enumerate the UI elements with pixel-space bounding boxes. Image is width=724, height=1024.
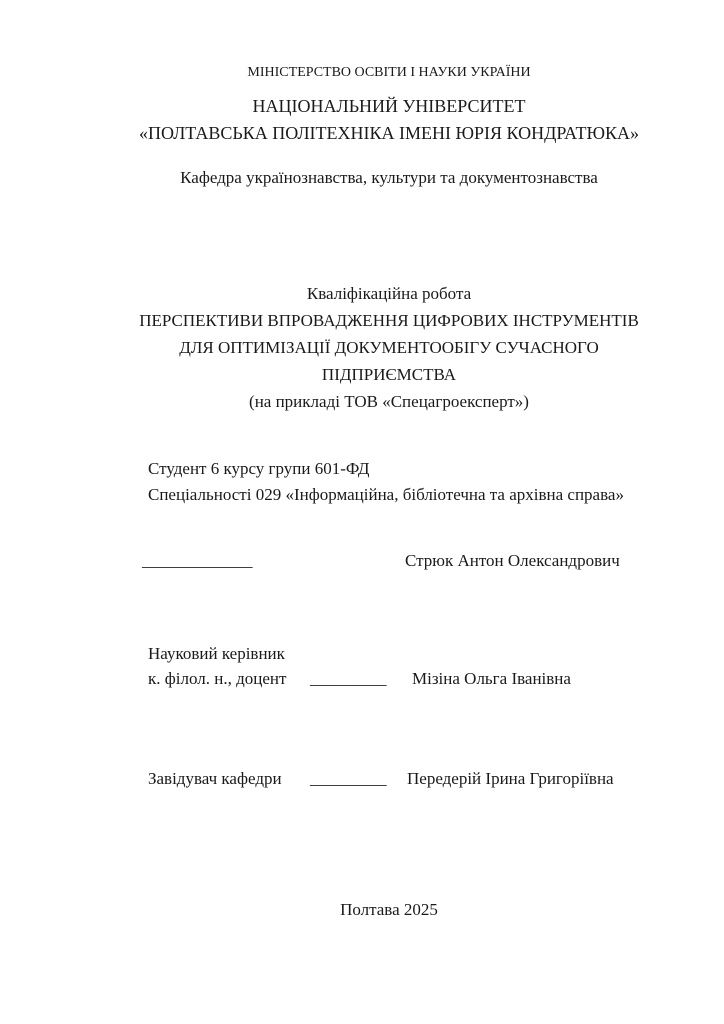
student-signature-row [0,551,724,575]
university-name-block [0,93,724,147]
student-name: Стрюк Антон Олександрович [405,551,620,570]
supervisor-signature-line: _________ [310,669,387,688]
ministry-line: МІНІСТЕРСТВО ОСВІТИ І НАУКИ УКРАЇНИ [247,65,531,80]
student-specialty-line: Спеціальності 029 «Інформаційна, бібліотечна та архівна справа» [148,484,624,504]
thesis-title-line-1: ПЕРСПЕКТИВИ ВПРОВАДЖЕННЯ ЦИФРОВИХ ІНСТРУМЕНТІВ [139,311,639,330]
university-name-line1: НАЦІОНАЛЬНИЙ УНІВЕРСИТЕТ [252,96,526,116]
thesis-title-line-2: ДЛЯ ОПТИМІЗАЦІЇ ДОКУМЕНТООБІГУ СУЧАСНОГО [179,338,599,357]
department-line: Кафедра українознавства, культури та документознавства [180,168,598,187]
department-head-signature-line: _________ [310,769,387,788]
student-info-block [148,456,688,507]
supervisor-name: Мізіна Ольга Іванівна [412,669,571,688]
university-name-line2: «ПОЛТАВСЬКА ПОЛІТЕХНІКА ІМЕНІ ЮРІЯ КОНДРАТЮКА» [138,123,639,143]
student-course-line: Студент 6 курсу групи 601-ФД [148,459,370,478]
supervisor-role-line: Науковий керівник [148,644,285,663]
supervisor-degree-label: к. філол. н., доцент [148,669,287,688]
city-year-line: Полтава 2025 [340,900,438,919]
work-type-line: Кваліфікаційна робота [306,284,472,303]
department-head-row [0,769,724,793]
department-head-label: Завідувач кафедри [148,769,282,788]
title-block [0,280,724,415]
thesis-subtitle-line: (на прикладі ТОВ «Спецагроексперт») [249,392,529,411]
department-head-name: Передерій Ірина Григоріївна [407,769,614,788]
thesis-title-line-3: ПІДПРИЄМСТВА [321,365,457,384]
student-signature-line: _____________ [142,551,253,570]
supervisor-signature-row [0,669,724,693]
